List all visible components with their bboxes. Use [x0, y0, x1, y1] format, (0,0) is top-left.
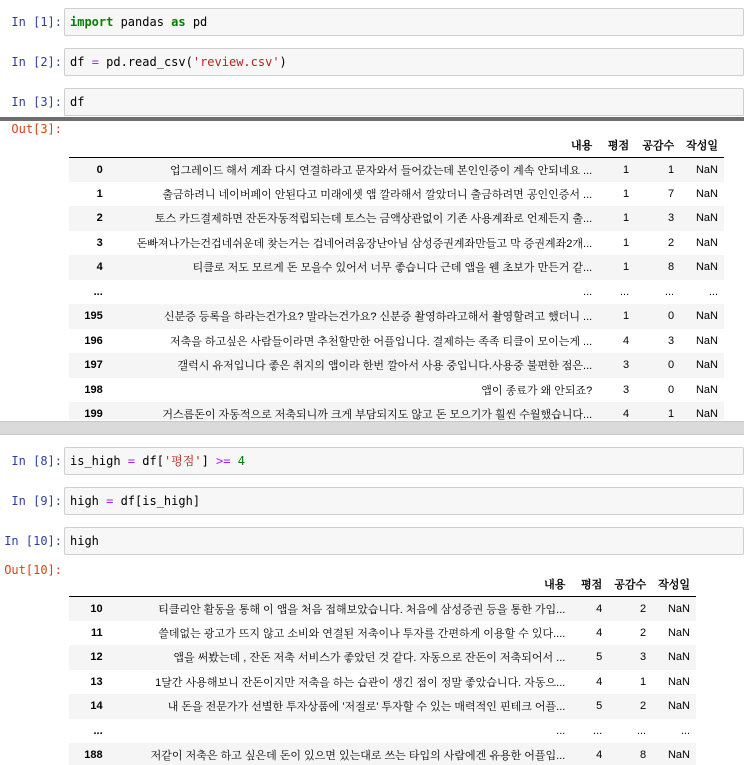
table-row	[69, 402, 724, 420]
table-cell: 5	[596, 700, 603, 713]
table-row	[69, 304, 724, 329]
input-prompt: In [1]:	[11, 15, 62, 29]
code-text: pd	[185, 15, 208, 29]
table-cell: NaN	[667, 675, 690, 688]
table-row	[69, 157, 724, 182]
table-cell: 0	[667, 383, 675, 396]
table-row	[69, 378, 724, 403]
table-cell: NaN	[695, 163, 718, 176]
operator: =	[106, 494, 114, 508]
table-header-row	[69, 135, 724, 157]
row-index: 198	[84, 383, 103, 396]
code-text: pd.read_csv(	[98, 55, 193, 69]
input-prompt: In [9]:	[11, 494, 62, 508]
column-header: 내용	[109, 574, 572, 596]
row-index: 3	[96, 236, 103, 249]
dataframe-table	[69, 574, 696, 765]
scroll-divider	[0, 421, 744, 435]
table-cell: 앱을 써봤는데 , 잔돈 저축 서비스가 좋았던 것 같다. 자동으로 잔돈이 저축되어서 ...	[173, 652, 566, 665]
table-row	[69, 743, 696, 765]
row-index: 14	[90, 700, 103, 713]
keyword: import	[70, 15, 114, 29]
code-text: )	[279, 55, 287, 69]
table-cell: NaN	[695, 383, 718, 396]
table-cell: 2	[639, 602, 647, 615]
table-row	[69, 621, 696, 646]
column-header: 작성일	[652, 574, 696, 596]
input-prompt: In [2]:	[11, 55, 62, 69]
table-cell: 1	[623, 187, 630, 200]
row-index: 197	[84, 359, 103, 372]
column-header: 내용	[109, 135, 598, 157]
table-cell: 5	[596, 651, 603, 664]
table-cell: 4	[596, 749, 603, 762]
table-cell: NaN	[667, 602, 690, 615]
table-row	[69, 231, 724, 256]
table-cell: 1	[623, 236, 630, 249]
table-cell: 돈빠져나가는건겁네쉬운데 찾는거는 겁네어려움장난아님 삼성증권계좌만들고 막 증권계좌2개...	[136, 237, 593, 250]
row-index: 2	[96, 212, 103, 225]
input-prompt: In [3]:	[11, 95, 62, 109]
row-index: 4	[96, 261, 103, 274]
table-row	[69, 645, 696, 670]
table-cell: 3	[623, 359, 630, 372]
table-row	[69, 670, 696, 695]
column-header: 공감수	[635, 135, 680, 157]
scroll-top-border	[0, 117, 744, 121]
row-index: ...	[93, 285, 103, 298]
table-row	[69, 719, 696, 744]
table-cell: 1	[667, 163, 675, 176]
table-cell: 티클리안 활동을 통해 이 앱을 처음 접해보았습니다. 처음에 삼성증권 등을 통한 가입...	[158, 603, 566, 616]
row-index: 0	[96, 163, 103, 176]
operator: =	[91, 55, 99, 69]
table-cell: 4	[623, 334, 630, 347]
table-cell: NaN	[667, 626, 690, 639]
row-index: 12	[90, 651, 103, 664]
row-index: ...	[93, 724, 103, 737]
table-cell: 2	[639, 700, 647, 713]
table-row	[69, 182, 724, 207]
table-cell: 쓸데없는 광고가 뜨지 않고 소비와 연결된 저축이나 투자를 간편하게 이용할 수 있다....	[158, 627, 566, 640]
number-literal: 4	[237, 454, 245, 468]
table-cell: 내 돈을 전문가가 선별한 투자상품에 '저절로' 투자할 수 있는 매력적인 핀테크 어플...	[167, 701, 566, 714]
column-header: 작성일	[680, 135, 724, 157]
row-index: 1	[96, 187, 103, 200]
code-input[interactable]: df	[64, 88, 744, 116]
table-cell: 앱이 종료가 왜 안되죠?	[481, 384, 593, 397]
code-text: df[	[135, 454, 164, 468]
table-cell: 저같이 저축은 하고 싶은데 돈이 있으면 있는대로 쓰는 타입의 사람에겐 유용한 어플입...	[150, 750, 566, 763]
table-cell: 1	[623, 310, 630, 323]
code-input[interactable]	[64, 48, 744, 76]
table-cell: 갤럭시 유저입니다 좋은 취지의 앱이라 한번 깔아서 사용 중입니다.사용중 불편한 점은...	[177, 360, 593, 373]
table-cell: 1	[639, 675, 647, 688]
table-cell: 출금하려니 네이버페이 안된다고 미래에셋 앱 깔라해서 깔았더니 출금하려면 공인인증서 ...	[162, 188, 593, 201]
row-index: 10	[90, 602, 103, 615]
table-cell: NaN	[695, 212, 718, 225]
keyword: as	[171, 15, 186, 29]
code-text: ]	[201, 454, 217, 468]
code-text: high	[70, 494, 107, 508]
table-cell: 4	[596, 626, 603, 639]
table-cell: 3	[639, 651, 647, 664]
table-cell: 티클로 저도 모르게 돈 모을수 있어서 너무 좋습니다 근데 앱을 웬 초보가 만든거 같...	[192, 262, 593, 275]
input-prompt: In [8]:	[11, 454, 62, 468]
table-header-row	[69, 574, 696, 596]
column-header: 공감수	[608, 574, 652, 596]
table-cell: 1	[667, 408, 675, 420]
row-index: 199	[84, 408, 103, 420]
table-row	[69, 353, 724, 378]
output-10	[0, 561, 744, 765]
table-row	[69, 329, 724, 354]
table-cell: 4	[596, 602, 603, 615]
table-cell: NaN	[695, 261, 718, 274]
table-row	[69, 255, 724, 280]
table-row	[69, 280, 724, 305]
table-cell: 1	[623, 212, 630, 225]
table-cell: 3	[667, 334, 675, 347]
table-cell: ...	[664, 285, 675, 298]
table-cell: ...	[556, 724, 566, 737]
code-text: pandas	[113, 15, 172, 29]
string-literal: '평점'	[163, 454, 202, 468]
code-text	[230, 454, 237, 468]
output-prompt: Out[10]:	[4, 563, 62, 577]
dataframe-table	[69, 135, 724, 420]
index-header	[69, 135, 109, 157]
table-cell: 3	[667, 212, 675, 225]
table-cell: 토스 카드결제하면 잔돈자동적립되는데 토스는 금액상관없이 기존 사용계좌로 언제든지 출...	[154, 213, 593, 226]
row-index: 188	[84, 749, 103, 762]
table-cell: 7	[667, 187, 675, 200]
operator: >=	[216, 454, 231, 468]
table-cell: NaN	[695, 334, 718, 347]
input-prompt: In [10]:	[4, 534, 62, 548]
code-text: is_high	[70, 454, 128, 468]
row-index: 11	[91, 626, 103, 639]
table-cell: ...	[636, 724, 647, 737]
index-header	[69, 574, 109, 596]
row-index: 13	[90, 675, 103, 688]
table-cell: 1	[623, 163, 630, 176]
table-cell: 8	[667, 261, 675, 274]
table-cell: 거스름돈이 자동적으로 저축되니까 크게 부담되지도 않고 돈 모으기가 훨씬 수월했습니다...	[162, 409, 593, 420]
table-cell: NaN	[695, 236, 718, 249]
table-cell: 신분증 등록을 하라는건가요? 말라는건가요? 신분증 촬영하라고해서 촬영할려고 했더니 ...	[163, 311, 593, 324]
table-cell: 2	[639, 626, 647, 639]
table-cell: ...	[708, 285, 718, 298]
table-cell: NaN	[695, 310, 718, 323]
table-row	[69, 206, 724, 231]
table-cell: NaN	[695, 408, 718, 420]
table-cell: ...	[619, 285, 630, 298]
table-cell: ...	[583, 285, 593, 298]
table-cell: ...	[680, 724, 690, 737]
operator: =	[127, 454, 136, 468]
table-row	[69, 694, 696, 719]
table-cell: 8	[639, 749, 647, 762]
output-prompt: Out[3]:	[11, 122, 62, 136]
table-cell: 1달간 사용해보니 잔돈이지만 저축을 하는 습관이 생긴 점이 정말 좋았습니다. 자동으...	[155, 676, 566, 689]
output-scroll-area[interactable]	[0, 117, 744, 420]
table-cell: 저축을 하고싶은 사람들이라면 추천할만한 어플입니다. 결제하는 족족 티클이 모이는게 ...	[169, 335, 593, 348]
table-cell: NaN	[667, 749, 690, 762]
table-cell: NaN	[695, 359, 718, 372]
table-cell: 3	[623, 383, 630, 396]
table-cell: 업그레이드 해서 계좌 다시 연결하라고 문자와서 들어갔는데 본인인증이 계속 안되네요 ...	[169, 164, 593, 177]
table-cell: NaN	[667, 651, 690, 664]
table-cell: 0	[667, 359, 675, 372]
table-row	[69, 596, 696, 621]
column-header: 평점	[571, 574, 608, 596]
code-input[interactable]: high	[64, 527, 744, 555]
code-input[interactable]	[64, 8, 744, 36]
code-input[interactable]	[64, 487, 744, 515]
table-cell: 2	[667, 236, 675, 249]
row-index: 195	[84, 310, 103, 323]
table-cell: 1	[623, 261, 630, 274]
table-cell: NaN	[695, 187, 718, 200]
table-cell: 0	[667, 310, 675, 323]
table-cell: ...	[593, 724, 603, 737]
row-index: 196	[84, 334, 103, 347]
table-cell: NaN	[667, 700, 690, 713]
string-literal: 'review.csv'	[192, 55, 280, 69]
table-cell: 4	[623, 408, 630, 420]
code-text: df[is_high]	[113, 494, 201, 508]
column-header: 평점	[598, 135, 635, 157]
code-text: df	[70, 55, 92, 69]
table-cell: 4	[596, 675, 603, 688]
code-input[interactable]	[64, 447, 744, 475]
